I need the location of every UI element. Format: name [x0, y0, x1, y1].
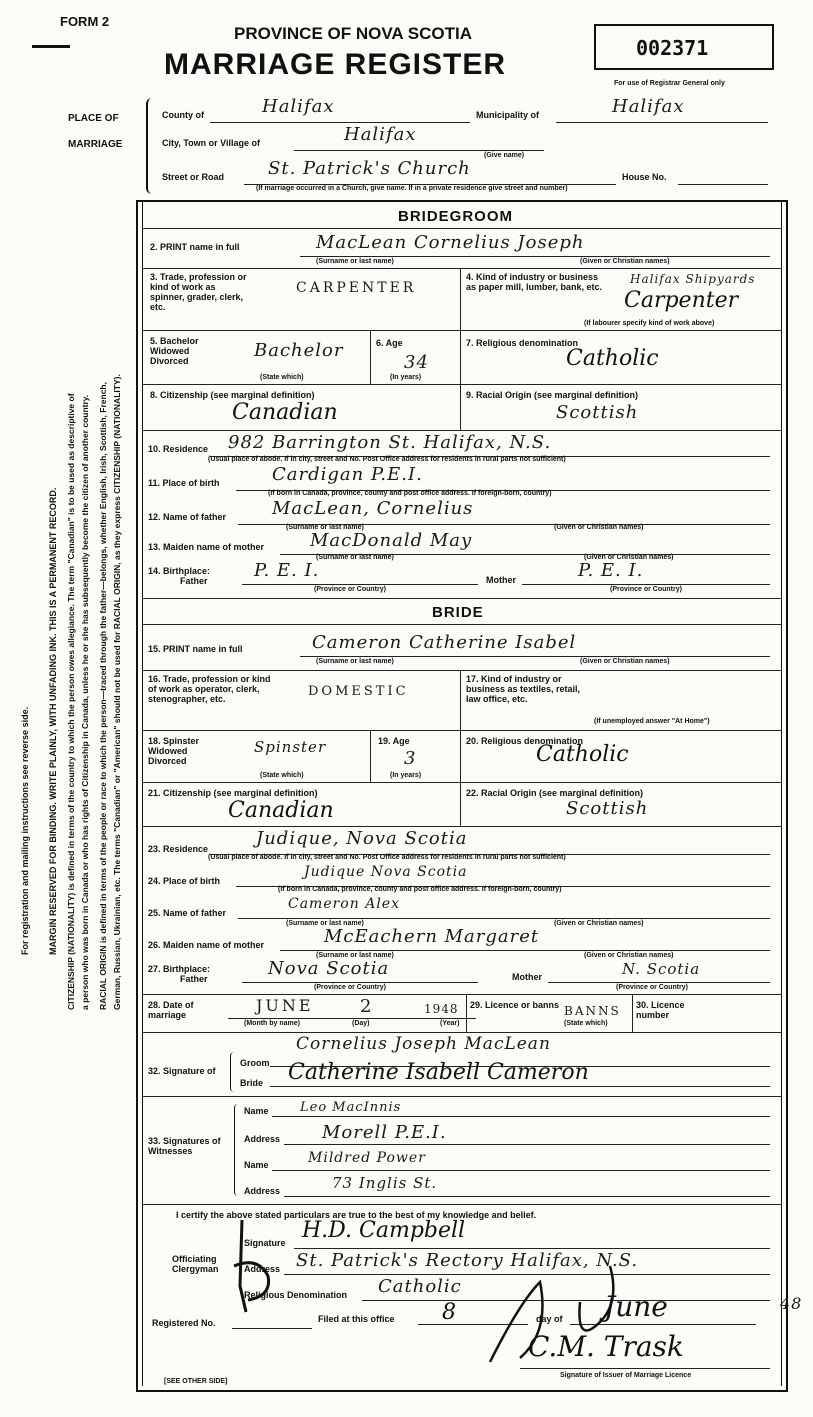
groom-industry-value-2: Carpenter [624, 288, 739, 313]
officiating-label: Officiating Clergyman [172, 1254, 219, 1274]
licence-state-note: (State which) [564, 1020, 608, 1027]
witness2-address: 73 Inglis St. [332, 1174, 438, 1192]
month-note: (Month by name) [244, 1020, 300, 1027]
bride-religion-value: Catholic [536, 742, 629, 767]
groom-mother-birthplace: P. E. I. [578, 560, 644, 581]
clergy-address-label: Address [244, 1264, 281, 1274]
bride-residence-value: Judique, Nova Scotia [256, 828, 468, 849]
give-name-note: (Give name) [484, 152, 525, 159]
bride-status-value: Spinster [254, 738, 327, 756]
witness2-name: Mildred Power [308, 1150, 426, 1166]
groom-religion-value: Catholic [566, 346, 659, 371]
groom-state-note: (State which) [260, 374, 304, 381]
house-label: House No. [622, 172, 667, 182]
groom-status-label: 5. Bachelor Widowed Divorced [150, 336, 199, 366]
bride-residence-label: 23. Residence [148, 844, 209, 854]
bride-mother-value: McEachern Margaret [324, 926, 540, 947]
birth-note: (If born in Canada, province, county and post office address. If foreign-born, country) [268, 490, 552, 497]
filed-year: 48 [780, 1294, 803, 1313]
signature-brace [230, 1052, 239, 1092]
form-number: FORM 2 [60, 14, 110, 29]
father-given-note: (Given or Christian names) [554, 524, 644, 531]
city-label: City, Town or Village of [162, 138, 261, 148]
groom-mother-country-note: (Province or Country) [610, 586, 682, 593]
form-number-underline [32, 45, 70, 48]
day-note: (Day) [352, 1020, 370, 1027]
municipality-label: Municipality of [476, 110, 539, 120]
place-brace [146, 98, 158, 194]
groom-name-value: MacLean Cornelius Joseph [316, 232, 585, 253]
witness-brace [234, 1104, 243, 1196]
filed-month: June [604, 1290, 668, 1323]
witnesses-label: 33. Signatures of Witnesses [148, 1136, 221, 1156]
day-of-label: day of [536, 1314, 563, 1324]
groom-father-birthplace: P. E. I. [254, 560, 320, 581]
bride-birth-value: Judique Nova Scotia [304, 864, 468, 880]
registrar-note: For use of Registrar General only [614, 80, 725, 87]
groom-residence-label: 10. Residence [148, 444, 209, 454]
residence-note: (Usual place of abode. If in city, street and No. Post Office address for residents in rural parts not sufficient) [208, 456, 566, 463]
father-surname-note: (Surname or last name) [286, 524, 364, 531]
bride-religion-label: 20. Religious denomination [466, 736, 584, 746]
bride-mother-birthplace: N. Scotia [622, 960, 701, 978]
surname-note: (Surname or last name) [316, 258, 394, 265]
unemployed-note: (If unemployed answer "At Home") [594, 718, 710, 725]
bride-birth-note: (If born in Canada, province, county and post office address. If foreign-born, country) [278, 886, 562, 893]
bride-father-birthplace: Nova Scotia [268, 958, 390, 979]
groom-age-label: 6. Age [376, 338, 403, 348]
street-note: (If marriage occurred in a Church, give name. If in a private residence give street and number) [256, 185, 568, 192]
issuer-signature: C.M. Trask [528, 1330, 684, 1363]
bride-birth-label: 24. Place of birth [148, 876, 221, 886]
groom-trade-value: CARPENTER [296, 280, 417, 296]
signature-of-label: 32. Signature of [148, 1066, 216, 1076]
issuer-note: Signature of Issuer of Marriage Licence [560, 1372, 692, 1379]
bride-mother-label: 26. Maiden name of mother [148, 940, 265, 950]
groom-father-value: MacLean, Cornelius [272, 498, 474, 519]
bridegroom-heading: BRIDEGROOM [398, 208, 513, 225]
groom-years-note: (In years) [390, 374, 422, 381]
groom-mother-bp-label: Mother [486, 575, 516, 585]
witness1-name: Leo MacInnis [300, 1100, 402, 1115]
groom-residence-value: 982 Barrington St. Halifax, N.S. [228, 432, 552, 453]
municipality-value: Halifax [612, 96, 685, 117]
groom-religion-label: 7. Religious denomination [466, 338, 579, 348]
bride-status-label: 18. Spinster Widowed Divorced [148, 736, 200, 766]
province-title: PROVINCE OF NOVA SCOTIA [234, 24, 473, 43]
bride-racial-label: 22. Racial Origin (see marginal definition) [466, 788, 644, 798]
bride-state-note: (State which) [260, 772, 304, 779]
bride-father-surname-note: (Surname or last name) [286, 920, 364, 927]
bride-trade-label: 16. Trade, profession or kind of work as operator, clerk, stenographer, etc. [148, 674, 271, 704]
groom-industry-value: Halifax Shipyards [630, 272, 756, 286]
bride-industry-label: 17. Kind of industry or business as textiles, retail, law office, etc. [466, 674, 581, 704]
clergy-denomination: Catholic [378, 1276, 462, 1297]
county-label: County of [162, 110, 204, 120]
marriage-month: JUNE [256, 996, 314, 1015]
page-title: MARRIAGE REGISTER [164, 48, 507, 81]
bride-age-value: 3 [404, 748, 417, 769]
margin-racial-2: German, Russian, Ukrainian, etc. The terms "Canadian" or "American" should not be used for RACIAL ORIGIN, as they express CITIZENSHIP (NATIONALITY). [112, 374, 122, 1010]
bride-citizenship-value: Canadian [228, 798, 334, 823]
filed-label: Filed at this office [318, 1314, 395, 1324]
groom-industry-label: 4. Kind of industry or business as paper mill, lumber, bank, etc. [466, 272, 603, 292]
given-note: (Given or Christian names) [580, 258, 670, 265]
licence-value: BANNS [564, 1004, 621, 1018]
witness2-name-label: Name [244, 1160, 269, 1170]
bride-mother-bp-label: Mother [512, 972, 542, 982]
bride-mother-surname-note: (Surname or last name) [316, 952, 394, 959]
groom-sig-label: Groom [240, 1058, 270, 1068]
bride-father-value: Cameron Alex [288, 896, 400, 912]
clergy-denom-label: Religious Denomination [244, 1290, 348, 1300]
bride-residence-note: (Usual place of abode. If in city, street and No. Post Office address for residents in rural parts not sufficient) [208, 854, 566, 861]
bride-surname-note: (Surname or last name) [316, 658, 394, 665]
mother-given-note: (Given or Christian names) [584, 554, 674, 561]
groom-mother-value: MacDonald May [310, 530, 473, 551]
bride-citizenship-label: 21. Citizenship (see marginal definition) [148, 788, 318, 798]
register-number: 002371 [636, 36, 709, 60]
bride-father-given-note: (Given or Christian names) [554, 920, 644, 927]
city-value: Halifax [344, 124, 417, 145]
clergy-signature: H.D. Campbell [302, 1218, 466, 1243]
year-note: (Year) [440, 1020, 460, 1027]
clergy-address: St. Patrick's Rectory Halifax, N.S. [296, 1250, 639, 1271]
groom-signature: Cornelius Joseph MacLean [296, 1034, 551, 1054]
groom-racial-label: 9. Racial Origin (see marginal definition) [466, 390, 639, 400]
groom-trade-label: 3. Trade, profession or kind of work as spinner, grader, clerk, etc. [150, 272, 247, 312]
groom-name-label: 2. PRINT name in full [150, 242, 240, 252]
bride-trade-value: DOMESTIC [308, 684, 409, 699]
licence-label: 29. Licence or banns [470, 1000, 560, 1010]
licence-number-label: 30. Licence number [636, 1000, 685, 1020]
county-value: Halifax [262, 96, 335, 117]
groom-father-country-note: (Province or Country) [314, 586, 386, 593]
bride-given-note: (Given or Christian names) [580, 658, 670, 665]
bride-sig-label: Bride [240, 1078, 264, 1088]
groom-citizenship-label: 8. Citizenship (see marginal definition) [150, 390, 315, 400]
groom-birth-value: Cardigan P.E.I. [272, 464, 423, 485]
bride-father-country-note: (Province or Country) [314, 984, 386, 991]
marriage-date-label: 28. Date of marriage [148, 1000, 194, 1020]
see-other-side: [SEE OTHER SIDE] [164, 1378, 228, 1385]
filed-day: 8 [442, 1300, 456, 1325]
bride-name-label: 15. PRINT name in full [148, 644, 243, 654]
groom-status-value: Bachelor [254, 340, 344, 361]
registered-no-label: Registered No. [152, 1318, 216, 1328]
margin-binding-text: MARGIN RESERVED FOR BINDING. WRITE PLAINLY, WITH UNFADING INK. THIS IS A PERMANENT RECORD. [48, 487, 58, 955]
street-value: St. Patrick's Church [268, 158, 471, 179]
witness1-address: Morell P.E.I. [322, 1122, 447, 1143]
witness2-address-label: Address [244, 1186, 281, 1196]
mother-surname-note: (Surname or last name) [316, 554, 394, 561]
groom-racial-value: Scottish [556, 402, 639, 423]
street-label: Street or Road [162, 172, 225, 182]
bride-birthplace-label: 27. Birthplace: Father [148, 964, 211, 984]
certify-text: I certify the above stated particulars are true to the best of my knowledge and belief. [176, 1210, 537, 1220]
bride-heading: BRIDE [432, 604, 484, 621]
issuer-flourish [480, 1262, 700, 1372]
signature-flourish [228, 1216, 288, 1316]
bride-father-label: 25. Name of father [148, 908, 227, 918]
groom-birthplace-label: 14. Birthplace: Father [148, 566, 211, 586]
marriage-day: 2 [360, 996, 373, 1017]
groom-citizenship-value: Canadian [232, 400, 338, 425]
bride-mother-country-note: (Province or Country) [616, 984, 688, 991]
witness1-name-label: Name [244, 1106, 269, 1116]
groom-mother-label: 13. Maiden name of mother [148, 542, 265, 552]
groom-father-label: 12. Name of father [148, 512, 227, 522]
margin-citizenship-2: a person who was born in Canada or who has rights of Citizenship in Canada, unless he or she has subsequently become the citizen of another country. [80, 394, 90, 1010]
bride-age-label: 19. Age [378, 736, 410, 746]
bride-years-note: (In years) [390, 772, 422, 779]
groom-age-value: 34 [404, 352, 429, 373]
bride-mother-given-note: (Given or Christian names) [584, 952, 674, 959]
labourer-note: (If labourer specify kind of work above) [584, 320, 715, 327]
bride-name-value: Cameron Catherine Isabel [312, 632, 577, 653]
margin-racial-1: RACIAL ORIGIN is defined in terms of the people or race to which the person—traced through the father—belongs, whether English, Irish, Scottish, French, [98, 382, 108, 1010]
bride-signature: Catherine Isabell Cameron [288, 1060, 589, 1085]
witness1-address-label: Address [244, 1134, 281, 1144]
margin-citizenship-1: CITIZENSHIP (NATIONALITY) is defined in terms of the country to which the person owes allegiance. The term "Canadian" is to be used as descriptive of [66, 393, 76, 1010]
marriage-year: 1948 [424, 1002, 459, 1016]
place-heading: PLACE OF MARRIAGE [68, 113, 123, 150]
margin-instructions: For registration and mailing instructions see reverse side. [20, 706, 30, 955]
bride-racial-value: Scottish [566, 798, 649, 819]
groom-birth-label: 11. Place of birth [148, 478, 220, 488]
clergy-signature-label: Signature [244, 1238, 286, 1248]
